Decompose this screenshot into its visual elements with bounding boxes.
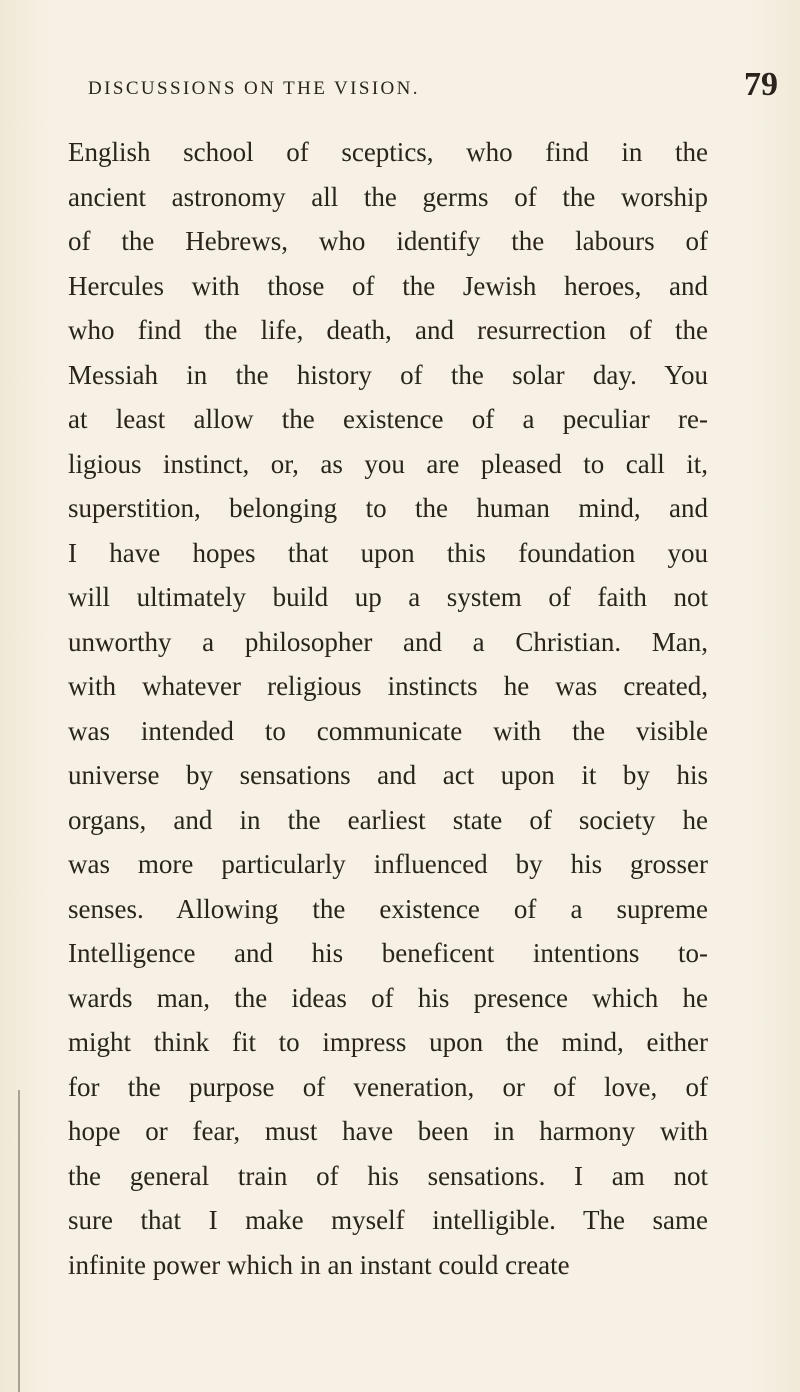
page-number: 79	[744, 66, 778, 103]
text-line: was more particularly influenced by his grosser	[68, 849, 708, 879]
text-line: will ultimately build up a system of faith not	[68, 582, 708, 612]
text-line: ancient astronomy all the germs of the worship	[68, 181, 708, 212]
text-line: organs, and in the earliest state of society he	[68, 804, 708, 835]
text-line: I have hopes that upon this foundation you	[68, 537, 708, 568]
text-line: superstition, belonging to the human mind, and	[68, 493, 708, 523]
text-line: universe by sensations and act upon it by his	[68, 760, 708, 790]
running-head	[0, 66, 800, 110]
text-line: hope or fear, must have been in harmony with	[68, 1116, 708, 1146]
text-line: sure that I make myself intelligible. The same	[68, 1205, 708, 1235]
body-text	[68, 130, 708, 1287]
running-title: DISCUSSIONS ON THE VISION.	[88, 78, 420, 99]
text-line: of the Hebrews, who identify the labours of	[68, 226, 708, 256]
text-line: who find the life, death, and resurrection of the	[68, 315, 708, 345]
text-line: unworthy a philosopher and a Christian. Man,	[68, 626, 708, 657]
margin-rule	[18, 1090, 20, 1392]
text-line: at least allow the existence of a peculiar re-	[68, 404, 708, 434]
text-line: Messiah in the history of the solar day. You	[68, 359, 708, 390]
text-line: Hercules with those of the Jewish heroes, and	[68, 270, 708, 301]
text-line: for the purpose of veneration, or of love, of	[68, 1071, 708, 1102]
text-line: senses. Allowing the existence of a supreme	[68, 893, 708, 924]
text-line: might think fit to impress upon the mind, either	[68, 1027, 708, 1057]
text-line: the general train of his sensations. I am not	[68, 1160, 708, 1191]
text-line: with whatever religious instincts he was created,	[68, 671, 708, 701]
text-line: infinite power which in an instant could create	[68, 1249, 570, 1280]
text-line: ligious instinct, or, as you are pleased to call it,	[68, 448, 708, 479]
text-line: was intended to communicate with the visible	[68, 715, 708, 746]
text-line: English school of sceptics, who find in the	[68, 137, 708, 167]
text-line: wards man, the ideas of his presence which he	[68, 982, 708, 1013]
text-line: Intelligence and his beneficent intentions to-	[68, 938, 708, 968]
